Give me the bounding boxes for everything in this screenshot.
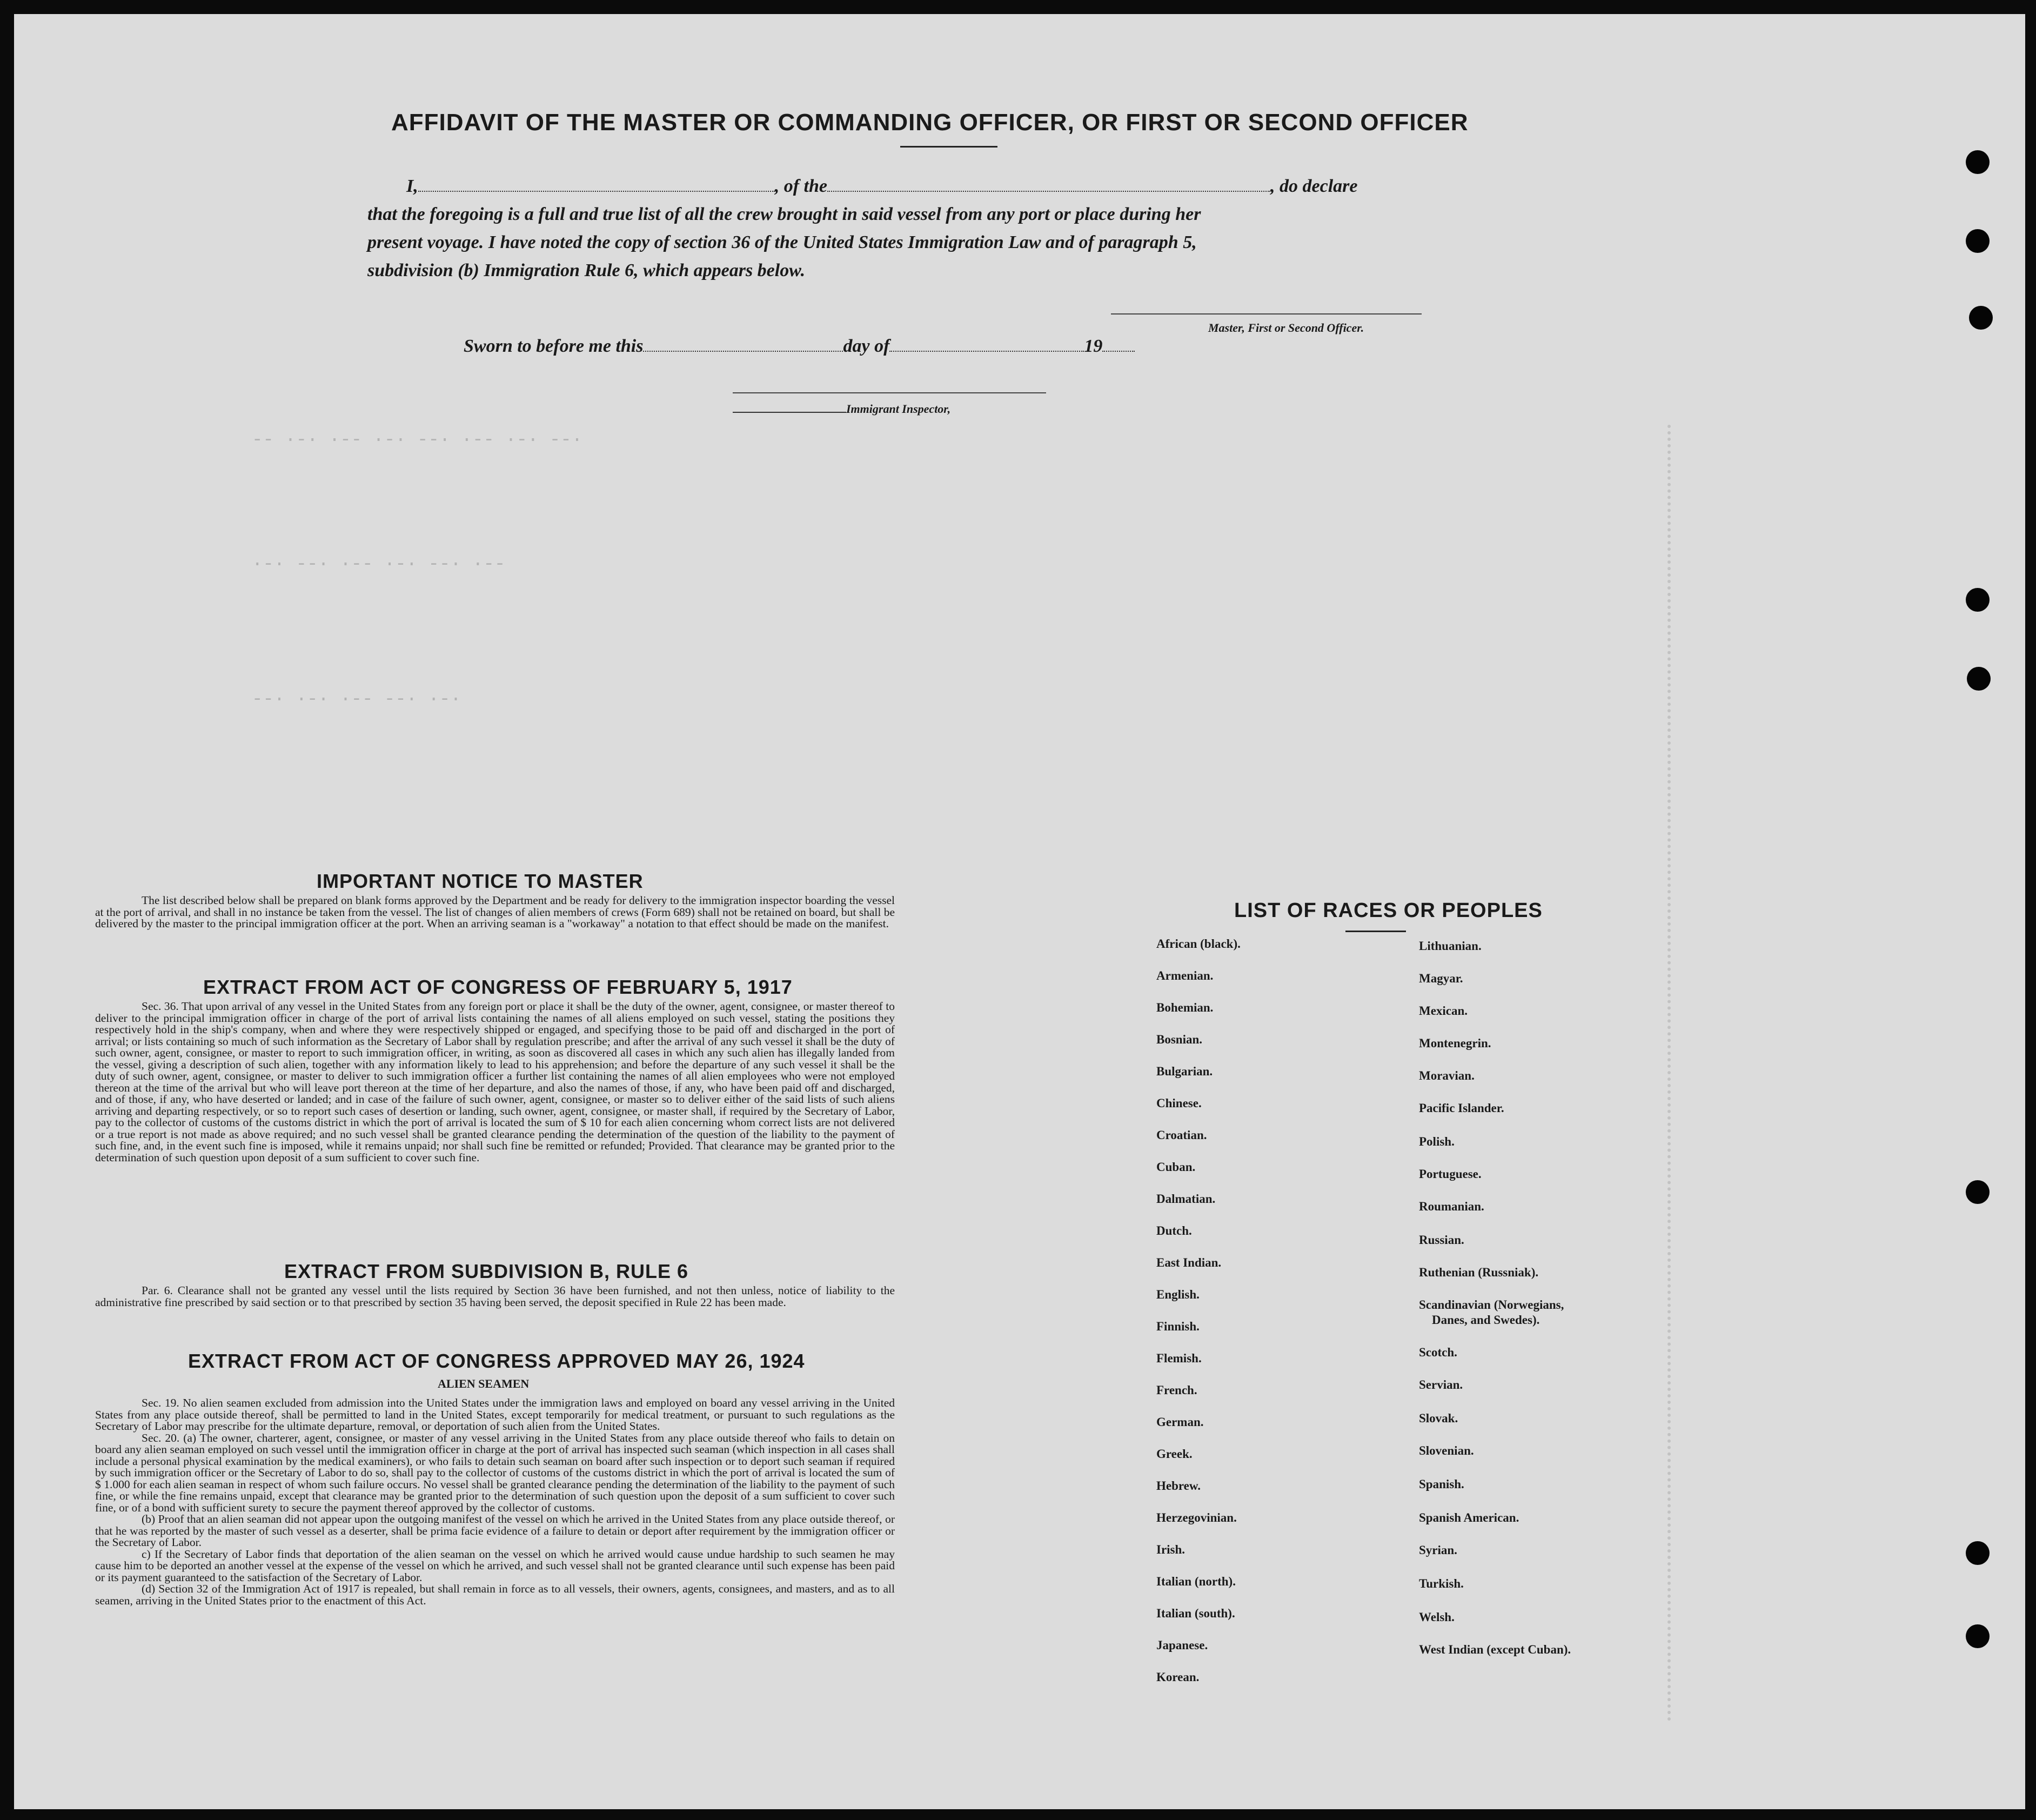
document-page: -- ·-· ·-- ·-· --· ·-- ·-· --· ·-· --· ·-- ·-· --· ·-- --· ·-· ·-- --· ·-· AFFIDAVIT OF THE MASTER OR COMMANDING OFFICER, OR FIRST OR SECOND OFFICER I, , of the , do declare that the foregoing is a full and true list of all the crew brought in said vessel from any port or place during her present voyage. I have noted the copy of section 36 of the United States Immigration Law and of paragraph 5, subdivision (b) Immigration Rule 6, which appears below. Master, First or Second Officer. Sworn to before me this day of 19 Immigrant Inspector, IMPORTANT NOTICE TO MASTER The list described below shall be prepared on blank forms approved by the Department and be ready for delivery to the immigration inspector boarding the vessel at the port of arrival, and shall in no instance be taken from the vessel. The list of changes of alien members of crews (Form 689) shall not be retained on board, but shall be delivered by the master to the principal immigration officer at the port. When an arriving seaman is a "workaway" a notation to that effect should be made on the manifest. EXTRACT FROM ACT OF CONGRESS OF FEBRUARY 5, 1917 Sec. 36. That upon arrival of any vessel in the United States from any foreign port or place it shall be the duty of the owner, agent, consignee, or master thereof to deliver to the principal immigration officer in charge of the port of arrival lists containing the names of all aliens employed on such vessel, stating the positions they respectively hold in the ship's company, when and where they were respectively shipped or engaged, and specifying those to be paid off and discharged in the port of arrival; or lists containing so much of such information as the Secretary of Labor shall by regulation prescribe; and after the arrival of any such vessel it shall be the duty of such owner, agent, consignee, or master to report to such immigration officer, in writing, as soon as discovered all cases in which any such alien has illegally landed from the vessel, giving a description of such alien, together with any information likely to lead to his apprehension; and before the departure of any such vessel it shall be the duty of such owner, agent, consignee, or master to deliver to such immigration officer a further list containing the names of all alien employees who were not employed thereon at the time of the arrival but who will leave port thereon at the time of her departure, and also the names of those, if any, who have been paid off and discharged, and of those, if any, who have deserted or landed; and in case of the failure of such owner, agent, consignee, or master so to deliver either of the said lists of such aliens arriving and departing respectively, or so to report such cases of desertion or landing, such owner, agent, consignee, or master shall, if required by the Secretary of Labor, pay to the collector of customs of the customs district in which the port of arrival is located the sum of $ 10 for each alien concerning whom correct lists are not delivered or a true report is not made as above required; and no such vessel shall be granted clearance pending the determination of the question of the liability to the payment of such fine, and, in the event such fine is imposed, while it remains unpaid; nor shall such fine be remitted or refunded; Provided. That clearance may be granted prior to the determination of such question upon deposit of a sum sufficient to cover such fine. EXTRACT FROM SUBDIVISION B, RULE 6 Par. 6. Clearance shall not be granted any vessel until the lists required by Section 36 have been furnished, and not then unless, notice of liability to the administrative fine prescribed by said section or to that prescribed by section 35 having been served, the deposit specified in Rule 22 has been made. EXTRACT FROM ACT OF CONGRESS APPROVED MAY 26, 1924 ALIEN SEAMEN Sec. 19. No alien seamen excluded from admission into the United States under the immigration laws and employed on board any vessel arriving in the United States from any place outside thereof, shall be permitted to land in the United States, except temporarily for medical treatment, or pursuant to such regulations as the Secretary of Labor may prescribe for the ultimate departure, removal, or deportation of such alien from the United States. Sec. 20. (a) The owner, charterer, agent, consignee, or master of any vessel arriving in the United States from any place outside thereof who fails to detain on board any alien seaman employed on such vessel until the immigration officer in charge at the port of arrival has inspected such seaman (which inspection in all cases shall include a personal physical examination by the medical examiners), or who fails to detain such seaman on board after such inspection or to deport such seaman if required by such immigration officer or the Secretary of Labor to do so, shall pay to the collector of customs of the customs district in which the port of arrival is located the sum of $ 1.000 for each alien seaman in respect of whom such failure occurs. No vessel shall be granted clearance pending the determination of the liability to the payment of such fine, or while the fine remains unpaid, except that clearance may be granted prior to the determination of such question upon the deposit of a sum sufficient to cover such fine, or of a bond with sufficient surety to secure the payment thereof approved by the collector of customs. (b) Proof that an alien seaman did not appear upon the outgoing manifest of the vessel on which he arrived in the United States from any place outside thereof, or that he was reported by the master of such vessel as a deserter, shall be prima facie evidence of a failure to detain or deport after requirement by the immigration officer or the Secretary of Labor. c) If the Secretary of Labor finds that deportation of the alien seaman on the vessel on which he arrived would cause undue hardship to such seamen he may cause him to be deported an another vessel at the expense of the vessel on which he arrived, and such vessel shall not be granted clearance until such expense has been paid or its payment guaranteed to the satisfaction of the Secretary of Labor. (d) Section 32 of the Immigration Act of 1917 is repealed, but shall remain in force as to all vessels, their owners, agents, consignees, and masters, and as to all seamen, arriving in the United States prior to the enactment of this Act. LIST OF RACES OR PEOPLES African (black). Armenian. Bohemian. Bosnian. Bulgarian. Chinese. Croatian. Cuban. Dalmatian. Dutch. East Indian. English. Finnish. Flemish. French. German. Greek. Hebrew. Herzegovinian. Irish. Italian (north). Italian (south). Japanese. Korean. Lithuanian. Magyar. Mexican. Montenegrin. Moravian. Pacific Islander. Polish. Portuguese. Roumanian. Russian. Ruthenian (Russniak). Scandinavian (Norwegians, Danes, and Swedes). Scotch. Servian. Slovak. Slovenian. Spanish. Spanish American. Syrian. Turkish. Welsh. West Indian (except Cuban). [14,14,2025,1809]
year-prefix: 19 [1084,336,1103,356]
act1917-title: EXTRACT FROM ACT OF CONGRESS OF FEBRUARY 5, 1917 [203,976,793,998]
races-left-column [1156,937,1372,1704]
binder-hole [1966,588,1990,612]
race-item: East Indian. [1156,1256,1222,1269]
race-item: Spanish. [1419,1477,1464,1491]
rule6-title: EXTRACT FROM SUBDIVISION B, RULE 6 [284,1260,689,1282]
race-item: Welsh. [1419,1610,1455,1624]
race-item: German. [1156,1415,1204,1429]
race-item: Danes, and Swedes). [1432,1313,1540,1327]
act1924-sec20c: c) If the Secretary of Labor finds that deportation of the alien seaman on the vessel on which he arrived would cause undue hardship to such seamen he may cause him to be deported an another vessel at the expense of the vessel on which he arrived, and such vessel shall not be granted clearance until such expense has been paid or its payment guaranteed to the satisfaction of the Secretary of Labor. [95,1547,895,1584]
notice-paragraph: The list described below shall be prepared on blank forms approved by the Department and be ready for delivery to the immigration inspector boarding the vessel at the port of arrival, and shall in no instance be taken from the vessel. The list of changes of alien members of crews (Form 689) shall not be retained on board, but shall be delivered by the master to the principal immigration officer at the port. When an arriving seaman is a "workaway" a notation to that effect should be made on the manifest. [95,894,895,930]
vessel-blank[interactable] [827,190,1270,192]
affidavit-line-2: that the foregoing is a full and true list of all the crew brought in said vessel from any port or place during her [367,204,1201,224]
sworn-line [464,336,1135,357]
race-item: Herzegovinian. [1156,1511,1237,1524]
day-of-text: day of [843,336,890,356]
year-blank[interactable] [1102,350,1135,352]
races-title: LIST OF RACES OR PEOPLES [1234,899,1543,922]
race-item: Lithuanian. [1419,939,1482,953]
race-item: Scandinavian (Norwegians, [1419,1298,1564,1312]
race-item: Dalmatian. [1156,1192,1216,1206]
race-item: Scotch. [1419,1346,1457,1359]
rule6-text [95,1285,895,1308]
binder-hole [1967,667,1991,691]
act1924-title: EXTRACT FROM ACT OF CONGRESS APPROVED MAY 26, 1924 [188,1350,805,1372]
master-signature-label: Master, First or Second Officer. [1208,321,1364,334]
race-item: Slovenian. [1419,1444,1474,1457]
race-item: Moravian. [1419,1069,1475,1082]
race-item: Portuguese. [1419,1167,1482,1181]
binder-hole [1966,229,1990,253]
binder-hole [1969,306,1993,330]
notice-title: IMPORTANT NOTICE TO MASTER [317,870,644,892]
race-item: Turkish. [1419,1577,1464,1590]
race-item: Bohemian. [1156,1001,1214,1014]
race-item: Chinese. [1156,1096,1202,1110]
race-item: Korean. [1156,1670,1200,1684]
race-item: Armenian. [1156,969,1214,982]
race-item: Russian. [1419,1233,1464,1247]
race-item: Ruthenian (Russniak). [1419,1266,1539,1279]
act1924-subtitle: ALIEN SEAMEN [438,1377,530,1390]
affidavit-do-declare: , do declare [1270,176,1358,196]
race-item: Hebrew. [1156,1479,1201,1493]
race-item: Syrian. [1419,1543,1457,1557]
inspector-signature-line[interactable] [733,392,1046,393]
affidavit-title: AFFIDAVIT OF THE MASTER OR COMMANDING OFFICER, OR FIRST OR SECOND OFFICER [391,109,1469,136]
race-item: African (black). [1156,937,1241,951]
race-item: Slovak. [1419,1411,1458,1425]
race-item: Servian. [1419,1378,1463,1391]
race-item: Polish. [1419,1135,1455,1148]
master-signature-line[interactable] [1111,313,1422,315]
race-item: West Indian (except Cuban). [1419,1643,1571,1656]
binder-hole [1966,150,1990,174]
act1917-paragraph: Sec. 36. That upon arrival of any vessel in the United States from any foreign port or place it shall be the duty of the owner, agent, consignee, or master thereof to deliver to the principal immigration officer in charge of the port of arrival lists containing the names of all aliens employed on such vessel, stating the positions they respectively hold in the ship's company, when and where they were respectively shipped or engaged, and specifying those to be paid off and discharged in the port of arrival; or lists containing so much of such information as the Secretary of Labor shall by regulation prescribe; and after the arrival of any such vessel it shall be the duty of such owner, agent, consignee, or master to report to such immigration officer, in writing, as soon as discovered all cases in which any such alien has illegally landed from the vessel, giving a description of such alien, together with any information likely to lead to his apprehension; and before the departure of any such vessel it shall be the duty of such owner, agent, consignee, or master to deliver to such immigration officer a further list containing the names of all alien employees who were not employed thereon at the time of the arrival but who will leave port thereon at the time of her departure, and also the names of those, if any, who have been paid off and discharged, and of those, if any, who have deserted or landed; and in case of the failure of such owner, agent, consignee, or master so to deliver either of the said lists of such aliens arriving and departing respectively, or so to report such cases of desertion or landing, such owner, agent, consignee, or master shall, if required by the Secretary of Labor, pay to the collector of customs of the customs district in which the port of arrival is located the sum of $ 10 for each alien concerning whom correct lists are not delivered or a true report is not made as above required; and no such vessel shall be granted clearance pending the determination of the question of the liability to the payment of such fine, and, in the event such fine is imposed, while it remains unpaid; nor shall such fine be remitted or refunded; Provided. That clearance may be granted prior to the determination of such question upon deposit of a sum sufficient to cover such fine. [95,1000,895,1164]
race-item: French. [1156,1383,1197,1397]
binder-hole [1966,1180,1990,1204]
race-item: Montenegrin. [1419,1036,1491,1050]
race-item: Cuban. [1156,1160,1196,1174]
race-item: Pacific Islander. [1419,1101,1504,1115]
affidavit-line-1 [406,176,1423,197]
sworn-text: Sworn to before me this [464,336,644,356]
race-item: Spanish American. [1419,1511,1519,1524]
race-item: English. [1156,1288,1200,1301]
race-item: Roumanian. [1419,1200,1484,1213]
binder-hole [1966,1541,1990,1565]
race-item: Magyar. [1419,972,1463,985]
affidavit-of-the: , of the [774,176,828,196]
race-item: Japanese. [1156,1638,1208,1652]
act1924-sec20b: (b) Proof that an alien seaman did not appear upon the outgoing manifest of the vessel on which he arrived in the United States from any place outside thereof, or that he was reported by the master of such vessel as a deserter, shall be prima facie evidence of a failure to detain or deport after requirement by the immigration officer or the Secretary of Labor. [95,1513,895,1549]
act1917-text [95,1001,895,1163]
race-item: Bulgarian. [1156,1065,1213,1078]
title-underline [900,146,997,148]
affidavit-line-4: subdivision (b) Immigration Rule 6, which appears below. [367,260,806,280]
race-item: Finnish. [1156,1320,1200,1333]
inspector-signature-label [733,402,950,416]
affidavit-line-3: present voyage. I have noted the copy of section 36 of the United States Immigration Law and of paragraph 5, [367,232,1197,252]
month-blank[interactable] [889,350,1084,352]
act1924-sec20d: (d) Section 32 of the Immigration Act of 1917 is repealed, but shall remain in force as to all vessels, their owners, agents, consignees, and masters, and as to all seamen, arriving in the United States prior to the enactment of this Act. [95,1582,895,1607]
inspector-label-text: Immigrant Inspector, [846,402,951,416]
race-item: Italian (north). [1156,1575,1236,1588]
name-blank[interactable] [418,190,775,192]
race-item: Dutch. [1156,1224,1192,1237]
affidavit-i: I, [406,176,418,196]
races-right-column [1419,939,1667,1707]
races-title-underline [1345,931,1406,932]
race-item: Italian (south). [1156,1607,1235,1620]
race-item: Flemish. [1156,1351,1202,1365]
notice-text [95,895,895,930]
rule6-paragraph: Par. 6. Clearance shall not be granted any vessel until the lists required by Section 36 have been furnished, and not then unless, notice of liability to the administrative fine prescribed by said section or to that prescribed by section 35 having been served, the deposit specified in Rule 22 has been made. [95,1284,895,1309]
race-item: Bosnian. [1156,1033,1203,1046]
race-item: Croatian. [1156,1128,1207,1142]
race-item: Irish. [1156,1543,1186,1556]
binder-hole [1966,1624,1990,1648]
act1924-sec19: Sec. 19. No alien seamen excluded from admission into the United States under the immigration laws and employed on board any vessel arriving in the United States from any place outside thereof, shall be permitted to land in the United States, except temporarily for medical treatment, or pursuant to such regulations as the Secretary of Labor may prescribe for the ultimate departure, removal, or deportation of such alien from the United States. [95,1396,895,1433]
race-item: Mexican. [1419,1004,1468,1018]
day-blank[interactable] [643,350,843,352]
act1924-sec20a: Sec. 20. (a) The owner, charterer, agent, consignee, or master of any vessel arriving in the United States from any place outside thereof who fails to detain on board any alien seaman employed on such vessel until the immigration officer in charge at the port of arrival has inspected such seaman (which inspection in all cases shall include a personal physical examination by the medical examiners), or who fails to detain such seaman on board after such inspection or to deport such seaman if required by such immigration officer or the Secretary of Labor to do so, shall pay to the collector of customs of the customs district in which the port of arrival is located the sum of $ 1.000 for each alien seaman in respect of whom such failure occurs. No vessel shall be granted clearance pending the determination of the liability to the payment of such fine, or while the fine remains unpaid, except that clearance may be granted prior to the determination of such question upon the deposit of a sum sufficient to cover such fine, or of a bond with sufficient surety to secure the payment thereof approved by the collector of customs. [95,1431,895,1514]
race-item: Greek. [1156,1447,1193,1461]
act1924-text [95,1397,895,1607]
